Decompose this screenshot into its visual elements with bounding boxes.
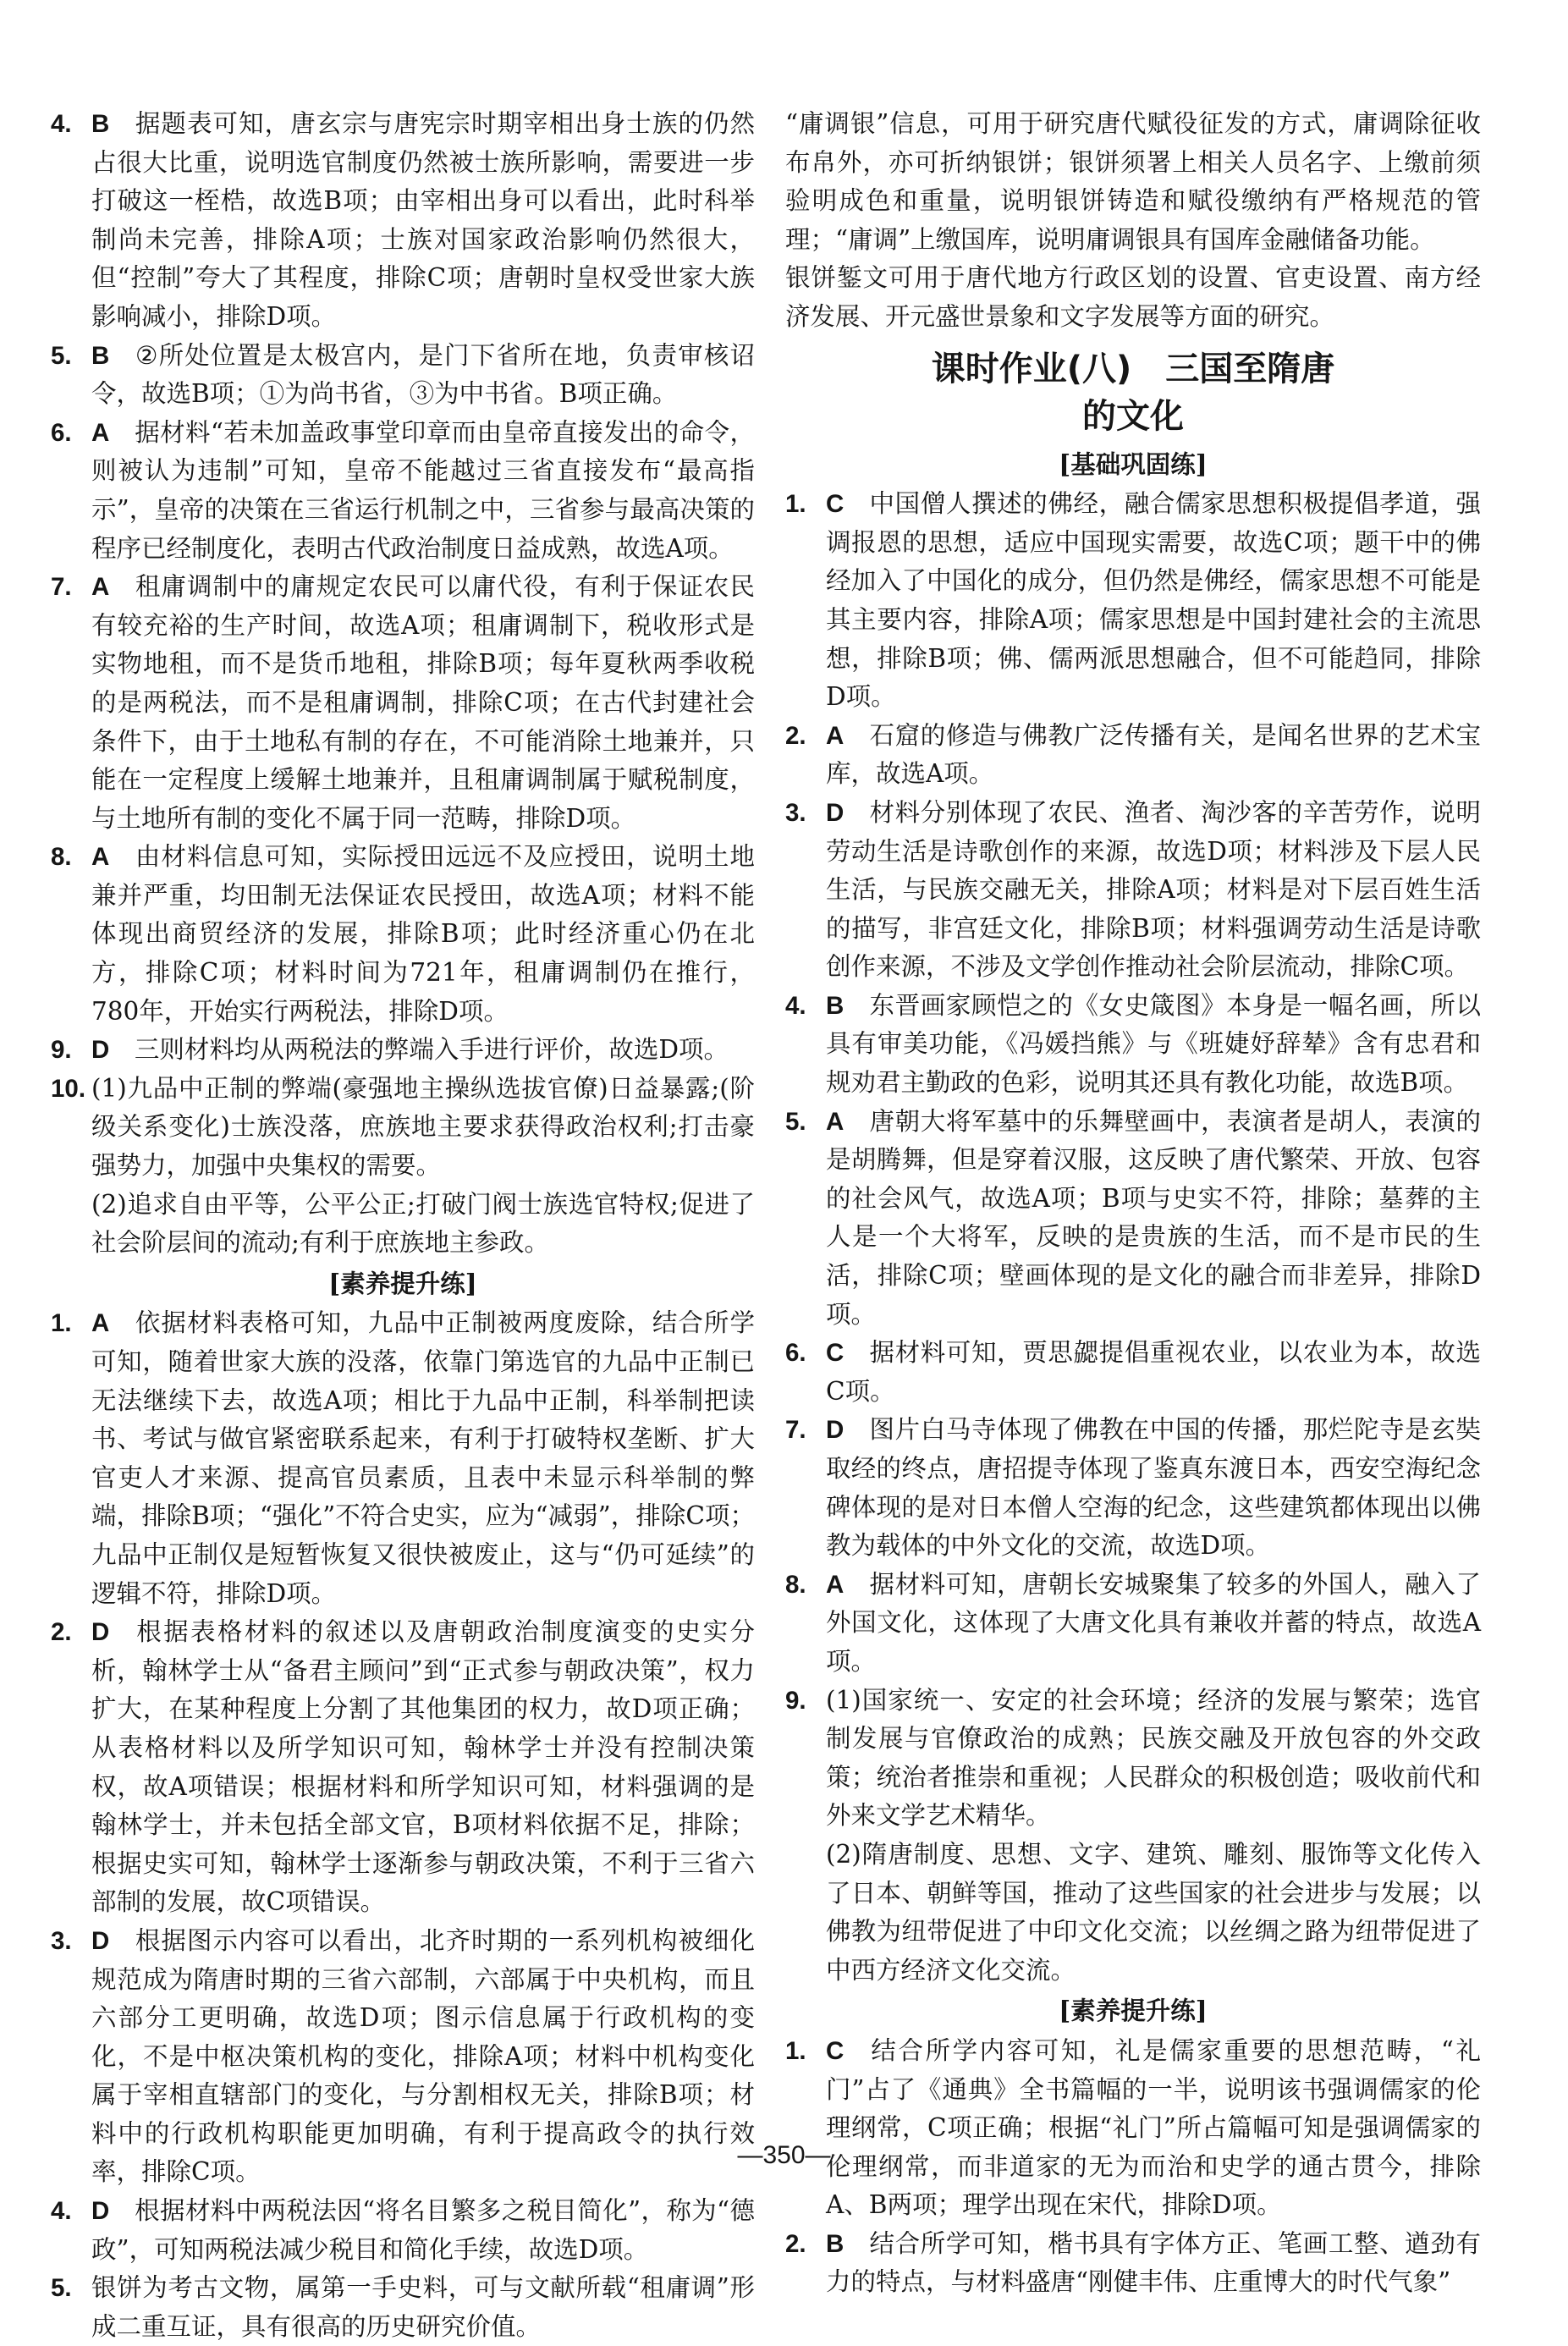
answer-letter: D xyxy=(91,2197,110,2226)
question-number: 4. xyxy=(785,991,806,1020)
question-10 xyxy=(51,1070,755,1263)
answer-item xyxy=(51,2192,755,2269)
page-number: —350— xyxy=(737,2141,831,2169)
answer-item xyxy=(785,717,1481,794)
explanation-text: 根据材料中两税法因“将名目繁多之税目简化”，称为“德政”，可知两税法减少税目和简化手续，故选D项。 xyxy=(91,2196,755,2264)
question-number: 2. xyxy=(785,2229,806,2258)
answer-item xyxy=(785,1334,1481,1411)
answer-letter: C xyxy=(826,490,845,519)
answer-item xyxy=(785,794,1481,987)
explanation-text: 结合所学内容可知，礼是儒家重要的思想范畴，“礼门”占了《通典》全书篇幅的一半，说明该书强调儒家的伦理纲常，C项正确；根据“礼门”所占篇幅可知是强调儒家的伦理纲常，而非道家的无为而治和史学的通古贯今，排除A、B两项；理学出现在宋代，排除D项。 xyxy=(826,2035,1481,2220)
question-number: 6. xyxy=(785,1339,806,1368)
answer-item xyxy=(51,414,755,568)
explanation-text: 据题表可知，唐玄宗与唐宪宗时期宰相出身士族的仍然占很大比重，说明选官制度仍然被士族所影响，需要进一步打破这一桎梏，故选B项；由宰相出身可以看出，此时科举制尚未完善，排除A项；士族对国家政治影响仍然很大，但“控制”夸大了其程度，排除C项；唐朝时皇权受世家大族影响减小，排除D项。 xyxy=(91,109,755,331)
question-number: 8. xyxy=(785,1570,806,1599)
answer-letter: D xyxy=(91,1926,110,1955)
explanation-text: 结合所学可知，楷书具有字体方正、笔画工整、遒劲有力的特点，与材料盛唐“刚健丰伟、庄重博大的时代气象” xyxy=(826,2228,1481,2297)
question-number: 6. xyxy=(51,418,72,447)
question-number: 5. xyxy=(51,341,72,370)
answer-part-1: (1)国家统一、安定的社会环境；经济的发展与繁荣；选官制发展与官僚政治的成熟；民族交融及开放包容的外交政策；统治者推崇和重视；人民群众的积极创造；吸收前代和外来文学艺术精华。 xyxy=(826,1685,1481,1831)
answer-item xyxy=(785,987,1481,1103)
continuation-paragraph-1: “庸调银”信息，可用于研究唐代赋役征发的方式，庸调除征收布帛外，亦可折纳银饼；银饼须署上相关人员名字、上缴前须验明成色和重量，说明银饼铸造和赋役缴纳有严格规范的管理；“庸调”上缴国库，说明庸调银具有国库金融储备功能。 xyxy=(785,109,1481,254)
explanation-text: 据材料可知，唐朝长安城聚集了较多的外国人，融入了外国文化，这体现了大唐文化具有兼收并蓄的特点，故选A项。 xyxy=(826,1569,1481,1676)
answer-item xyxy=(51,105,755,337)
answer-item xyxy=(51,1613,755,1922)
continuation-paragraph-2: 银饼錾文可用于唐代地方行政区划的设置、官吏设置、南方经济发展、开元盛世景象和文字发展等方面的研究。 xyxy=(785,263,1481,331)
answer-item xyxy=(785,2032,1481,2225)
explanation-text: 依据材料表格可知，九品中正制被两度废除，结合所学可知，随着世家大族的没落，依靠门第选官的九品中正制已无法继续下去，故选A项；相比于九品中正制，科举制把读书、考试与做官紧密联系起来，有利于打破特权垄断、扩大官吏人才来源、提高官员素质，且表中未显示科举制的弊端，排除B项；“强化”不符合史实，应为“减弱”，排除C项；九品中正制仅是短暂恢复又很快被废止，这与“仍可延续”的逻辑不符，排除D项。 xyxy=(91,1308,755,1608)
answers-group-a xyxy=(51,105,755,1070)
explanation-text: 据材料“若未加盖政事堂印章而由皇帝直接发出的命令，则被认为违制”可知，皇帝不能越过三省直接发布“最高指示”，皇帝的决策在三省运行机制之中，三省参与最高决策的程序已经制度化，表明古代政治制度日益成熟，故选A项。 xyxy=(91,417,755,563)
answer-part-1: (1)九品中正制的弊端(豪强地主操纵选拔官僚)日益暴露;(阶级关系变化)士族没落，庶族地主要求获得政治权利;打击豪强势力，加强中央集权的需要。 xyxy=(91,1073,755,1181)
lesson-title-line-2: 的文化 xyxy=(1082,396,1184,436)
explanation-text: 由材料信息可知，实际授田远远不及应授田，说明土地兼并严重，均田制无法保证农民授田，故选A项；材料不能体现出商贸经济的发展，排除B项；此时经济重心仍在北方，排除C项；材料时间为721年，租庸调制仍在推行，780年，开始实行两税法，排除D项。 xyxy=(91,842,755,1026)
right-column xyxy=(785,105,1481,2302)
answer-item xyxy=(785,1103,1481,1335)
answer-letter: D xyxy=(826,798,845,827)
answer-letter: A xyxy=(826,1570,845,1599)
question-number: 7. xyxy=(51,573,72,602)
answer-part-2: (2)隋唐制度、思想、文字、建筑、雕刻、服饰等文化传入了日本、朝鲜等国，推动了这些国家的社会进步与发展；以佛教为纽带促进了中印文化交流；以丝绸之路为纽带促进了中西方经济文化交流。 xyxy=(826,1839,1481,1985)
explanation-text: 材料分别体现了农民、渔者、淘沙客的辛苦劳作，说明劳动生活是诗歌创作的来源，故选D项；材料涉及下层人民生活，与民族交融无关，排除A项；材料是对下层百姓生活的描写，非宫廷文化，排除B项；材料强调劳动生活是诗歌创作来源，不涉及文学创作推动社会阶层流动，排除C项。 xyxy=(826,797,1481,982)
answer-letter: A xyxy=(826,721,845,750)
question-number: 9. xyxy=(51,1036,72,1065)
answer-letter: C xyxy=(826,2036,845,2065)
explanation-text: 石窟的修造与佛教广泛传播有关，是闻名世界的艺术宝库，故选A项。 xyxy=(826,720,1481,789)
question-number: 1. xyxy=(51,1309,72,1338)
left-column xyxy=(51,105,755,2346)
answer-item xyxy=(785,1411,1481,1565)
explanation-text: 据材料可知，贾思勰提倡重视农业，以农业为本，故选C项。 xyxy=(826,1338,1481,1406)
explanation-text: ②所处位置是太极宫内，是门下省所在地，负责审核诏令，故选B项；①为尚书省，③为中书省。B项正确。 xyxy=(91,340,755,409)
answer-letter: D xyxy=(91,1036,110,1065)
answer-letter: C xyxy=(826,1339,845,1368)
answer-item xyxy=(51,2269,755,2346)
explanation-text: 东晋画家顾恺之的《女史箴图》本身是一幅名画，所以具有审美功能，《冯媛挡熊》与《班婕妤辞辇》含有忠君和规劝君主勤政的色彩，说明其还具有教化功能，故选B项。 xyxy=(826,990,1481,1098)
question-number: 4. xyxy=(51,110,72,138)
answer-item xyxy=(785,1566,1481,1682)
question-number: 1. xyxy=(785,490,806,519)
explanation-text: 根据表格材料的叙述以及唐朝政治制度演变的史实分析，翰林学士从“备君主顾问”到“正式参与朝政决策”，权力扩大，在某种程度上分割了其他集团的权力，故D项正确；从表格材料以及所学知识可知，翰林学士并没有控制决策权，故A项错误；根据材料和所学知识可知，材料强调的是翰林学士，并未包括全部文官，B项材料依据不足，排除；根据史实可知，翰林学士逐渐参与朝政决策，不利于三省六部制的发展，故C项错误。 xyxy=(91,1617,755,1917)
answer-letter: B xyxy=(91,110,110,138)
question-number: 7. xyxy=(785,1416,806,1445)
section-heading-suyang: [素养提升练] xyxy=(328,1268,477,1298)
answers-group-c xyxy=(785,485,1481,1681)
question-number: 2. xyxy=(785,721,806,750)
question-number: 9. xyxy=(785,1686,806,1715)
explanation-text: 租庸调制中的庸规定农民可以庸代役，有利于保证农民有较充裕的生产时间，故选A项；租庸调制下，税收形式是实物地租，而不是货币地租，排除B项；每年夏秋两季收税的是两税法，而不是租庸调制，排除C项；在古代封建社会条件下，由于土地私有制的存在，不可能消除土地兼并，只能在一定程度上缓解土地兼并，且租庸调制属于赋税制度，与土地所有制的变化不属于同一范畴，排除D项。 xyxy=(91,572,755,833)
question-number: 2. xyxy=(51,1618,72,1647)
answer-item xyxy=(51,1031,755,1070)
section-heading-jichu: [基础巩固练] xyxy=(1059,449,1208,479)
explanation-text: 银饼为考古文物，属第一手史料，可与文献所载“租庸调”形成二重互证，具有很高的历史研究价值。 xyxy=(91,2273,755,2341)
answer-item xyxy=(51,1304,755,1613)
question-number: 8. xyxy=(51,843,72,872)
answer-letter: B xyxy=(826,991,845,1020)
answer-letter: D xyxy=(826,1416,845,1445)
explanation-text: 中国僧人撰述的佛经，融合儒家思想积极提倡孝道，强调报恩的思想，适应中国现实需要，故选C项；题干中的佛经加入了中国化的成分，但仍然是佛经，儒家思想不可能是其主要内容，排除A项；儒家思想是中国封建社会的主流思想，排除B项；佛、儒两派思想融合，但不可能趋同，排除D项。 xyxy=(826,489,1481,712)
answer-letter: B xyxy=(826,2229,845,2258)
section-heading-suyang-2: [素养提升练] xyxy=(1059,1996,1208,2026)
answer-item xyxy=(51,838,755,1031)
answer-item xyxy=(785,2225,1481,2302)
answer-part-2: (2)追求自由平等，公平公正;打破门阀士族选官特权;促进了社会阶层间的流动;有利于庶族地主参政。 xyxy=(91,1189,755,1258)
explanation-text: 三则材料均从两税法的弊端入手进行评价，故选D项。 xyxy=(134,1035,729,1065)
answer-item xyxy=(51,568,755,838)
question-number: 1. xyxy=(785,2036,806,2065)
answer-letter: A xyxy=(91,1309,110,1338)
answer-letter: A xyxy=(826,1107,845,1136)
question-number: 3. xyxy=(785,798,806,827)
question-9 xyxy=(785,1682,1481,1991)
lesson-title xyxy=(785,345,1481,440)
answer-item xyxy=(51,337,755,414)
answers-group-b xyxy=(51,1304,755,2346)
answer-letter: B xyxy=(91,341,110,370)
answer-letter: A xyxy=(91,418,110,447)
question-number: 3. xyxy=(51,1926,72,1955)
answer-item xyxy=(785,485,1481,717)
answer-letter: A xyxy=(91,843,110,872)
explanation-text: 图片白马寺体现了佛教在中国的传播，那烂陀寺是玄奘取经的终点，唐招提寺体现了鉴真东渡日本，西安空海纪念碑体现的是对日本僧人空海的纪念，这些建筑都体现出以佛教为载体的中外文化的交流，故选D项。 xyxy=(826,1415,1481,1561)
explanation-text: 唐朝大将军墓中的乐舞壁画中，表演者是胡人，表演的是胡腾舞，但是穿着汉服，这反映了唐代繁荣、开放、包容的社会风气，故选A项；B项与史实不符，排除；墓葬的主人是一个大将军，反映的是贵族的生活，而不是市民的生活，排除C项；壁画体现的是文化的融合而非差异，排除D项。 xyxy=(826,1106,1481,1329)
question-number: 10. xyxy=(51,1074,86,1103)
explanation-text: 根据图示内容可以看出，北齐时期的一系列机构被细化规范成为隋唐时期的三省六部制，六部属于中央机构，而且六部分工更明确，故选D项；图示信息属于行政机构的变化，不是中枢决策机构的变化，排除A项；材料中机构变化属于宰相直辖部门的变化，与分割相权无关，排除B项；材料中的行政机构职能更加明确，有利于提高政令的执行效率，排除C项。 xyxy=(91,1925,755,2187)
question-number: 4. xyxy=(51,2197,72,2226)
question-number: 5. xyxy=(51,2274,72,2303)
question-number: 5. xyxy=(785,1107,806,1136)
lesson-title-line-1: 课时作业(八) 三国至隋唐 xyxy=(931,349,1335,388)
answer-letter: A xyxy=(91,573,110,602)
answer-letter: D xyxy=(91,1618,110,1647)
